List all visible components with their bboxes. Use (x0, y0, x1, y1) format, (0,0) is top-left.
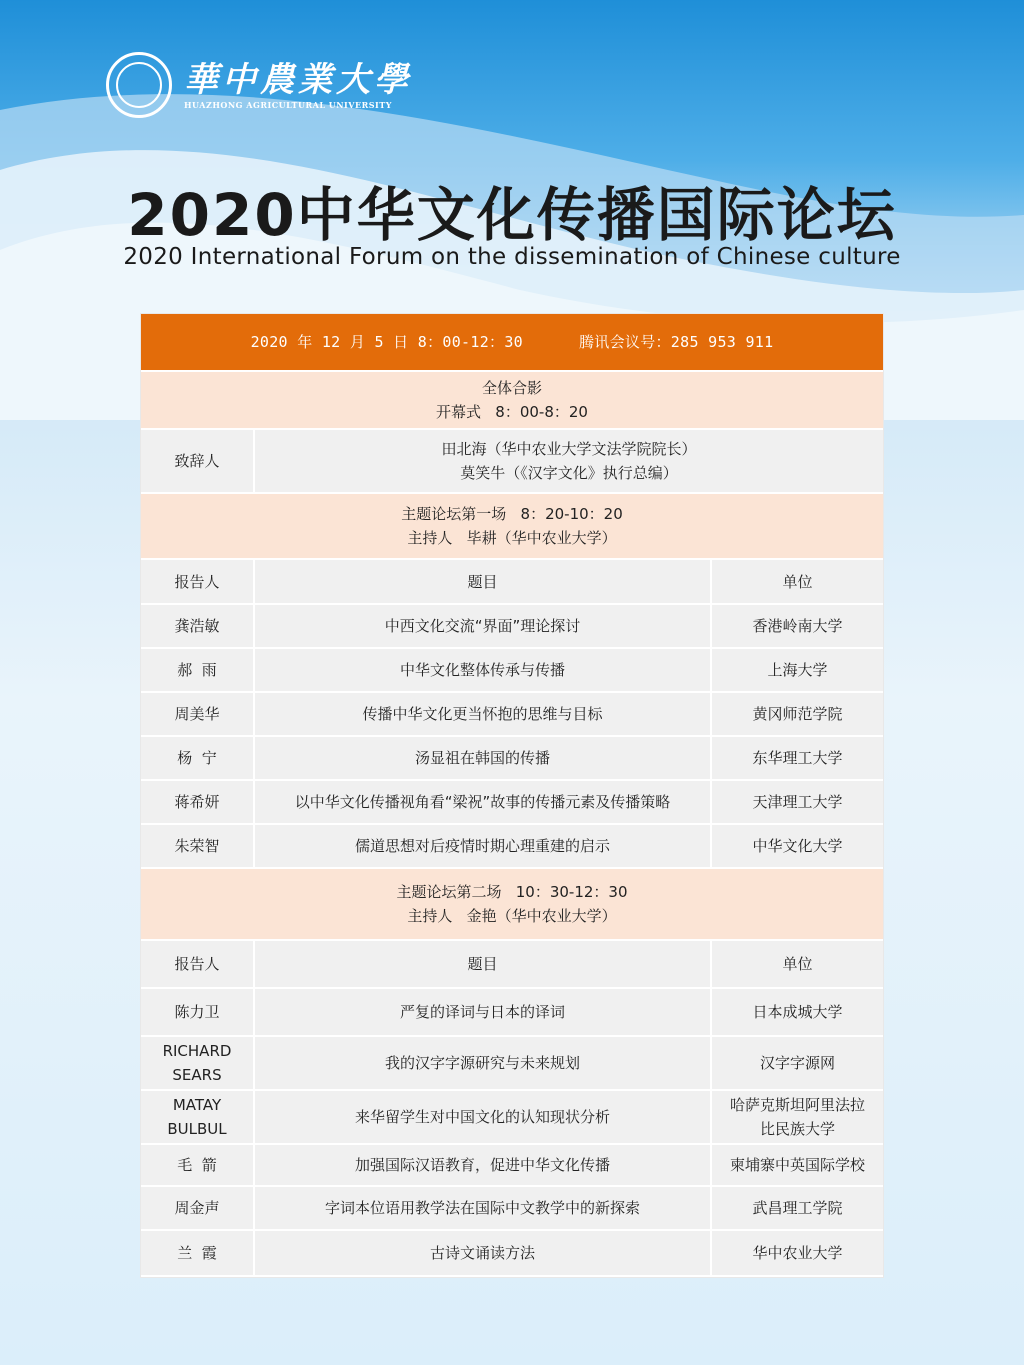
column-header-reporter: 报告人 (141, 941, 253, 987)
table-row (141, 693, 883, 737)
report-topic: 儒道思想对后疫情时期心理重建的启示 (253, 825, 710, 867)
info-bar: 2020 年 12 月 5 日 8：00-12：30 腾讯会议号：285 953 911 (141, 314, 883, 370)
table-row (141, 989, 883, 1037)
session1-host: 主持人 毕耕（华中农业大学） (407, 529, 617, 547)
session2-header (141, 869, 883, 941)
report-topic: 以中华文化传播视角看“梁祝”故事的传播元素及传播策略 (253, 781, 710, 823)
table-row (141, 1091, 883, 1145)
reporter-unit: 黄冈师范学院 (710, 693, 883, 735)
column-header-row (141, 560, 883, 605)
speaker-2: 莫笑牛（《汉字文化》执行总编） (460, 464, 678, 482)
column-header-unit: 单位 (710, 560, 883, 603)
reporter-name: 朱荣智 (141, 825, 253, 867)
report-topic: 汤显祖在韩国的传播 (253, 737, 710, 779)
column-header-reporter: 报告人 (141, 560, 253, 603)
reporter-name: 周美华 (141, 693, 253, 735)
reporter-unit: 香港岭南大学 (710, 605, 883, 647)
page-title: 2020中华文化传播国际论坛 (127, 181, 897, 249)
report-topic: 传播中华文化更当怀抱的思维与目标 (253, 693, 710, 735)
report-topic: 加强国际汉语教育，促进中华文化传播 (253, 1145, 710, 1185)
speaker-label: 致辞人 (141, 430, 253, 492)
photo-label: 全体合影 (481, 379, 542, 397)
reporter-unit: 华中农业大学 (710, 1231, 883, 1275)
session1-title: 主题论坛第一场 8：20-10：20 (401, 505, 623, 523)
reporter-name: 陈力卫 (141, 989, 253, 1035)
table-row (141, 1145, 883, 1187)
reporter-name: 蒋希妍 (141, 781, 253, 823)
opening-section (141, 372, 883, 430)
column-header-row (141, 941, 883, 989)
opening-ceremony-label: 开幕式 8：00-8：20 (436, 403, 588, 421)
column-header-topic: 题目 (253, 560, 710, 603)
reporter-unit: 上海大学 (710, 649, 883, 691)
reporter-unit: 哈萨克斯坦阿里法拉 比民族大学 (710, 1091, 883, 1143)
report-topic: 我的汉字字源研究与未来规划 (253, 1037, 710, 1089)
report-topic: 严复的译词与日本的译词 (253, 989, 710, 1035)
report-topic: 中西文化交流“界面”理论探讨 (253, 605, 710, 647)
schedule-table (141, 314, 883, 1277)
report-topic: 字词本位语用教学法在国际中文教学中的新探索 (253, 1187, 710, 1229)
table-row (141, 737, 883, 781)
session2-host: 主持人 金艳（华中农业大学） (407, 907, 617, 925)
university-seal-icon (106, 52, 172, 118)
table-row (141, 781, 883, 825)
reporter-name: RICHARD SEARS (141, 1037, 253, 1089)
reporter-name: 兰 霞 (141, 1231, 253, 1275)
reporter-name: MATAY BULBUL (141, 1091, 253, 1143)
table-row (141, 1231, 883, 1277)
reporter-unit: 东华理工大学 (710, 737, 883, 779)
reporter-unit: 柬埔寨中英国际学校 (710, 1145, 883, 1185)
reporter-name: 郝 雨 (141, 649, 253, 691)
table-row (141, 605, 883, 649)
reporter-name: 龚浩敏 (141, 605, 253, 647)
reporter-unit: 汉字字源网 (710, 1037, 883, 1089)
reporter-name: 毛 箭 (141, 1145, 253, 1185)
university-name-en: HUAZHONG AGRICULTURAL UNIVERSITY (184, 100, 392, 110)
table-row (141, 1037, 883, 1091)
info-bar-row (141, 314, 883, 372)
table-row (141, 1187, 883, 1231)
reporter-unit: 武昌理工学院 (710, 1187, 883, 1229)
reporter-name: 周金声 (141, 1187, 253, 1229)
session2-title: 主题论坛第二场 10：30-12：30 (396, 883, 628, 901)
column-header-topic: 题目 (253, 941, 710, 987)
reporter-unit: 中华文化大学 (710, 825, 883, 867)
reporter-name: 杨 宁 (141, 737, 253, 779)
report-topic: 中华文化整体传承与传播 (253, 649, 710, 691)
university-logo (106, 52, 412, 118)
column-header-unit: 单位 (710, 941, 883, 987)
report-topic: 来华留学生对中国文化的认知现状分析 (253, 1091, 710, 1143)
table-row (141, 825, 883, 869)
speaker-1: 田北海（华中农业大学文法学院院长） (441, 440, 697, 458)
session1-header (141, 494, 883, 560)
page-subtitle: 2020 International Forum on the dissemination of Chinese culture (123, 244, 901, 270)
reporter-unit: 天津理工大学 (710, 781, 883, 823)
report-topic: 古诗文诵读方法 (253, 1231, 710, 1275)
reporter-unit: 日本成城大学 (710, 989, 883, 1035)
speaker-row (141, 430, 883, 494)
table-row (141, 649, 883, 693)
university-name-cn: 華中農業大學 (184, 60, 412, 100)
